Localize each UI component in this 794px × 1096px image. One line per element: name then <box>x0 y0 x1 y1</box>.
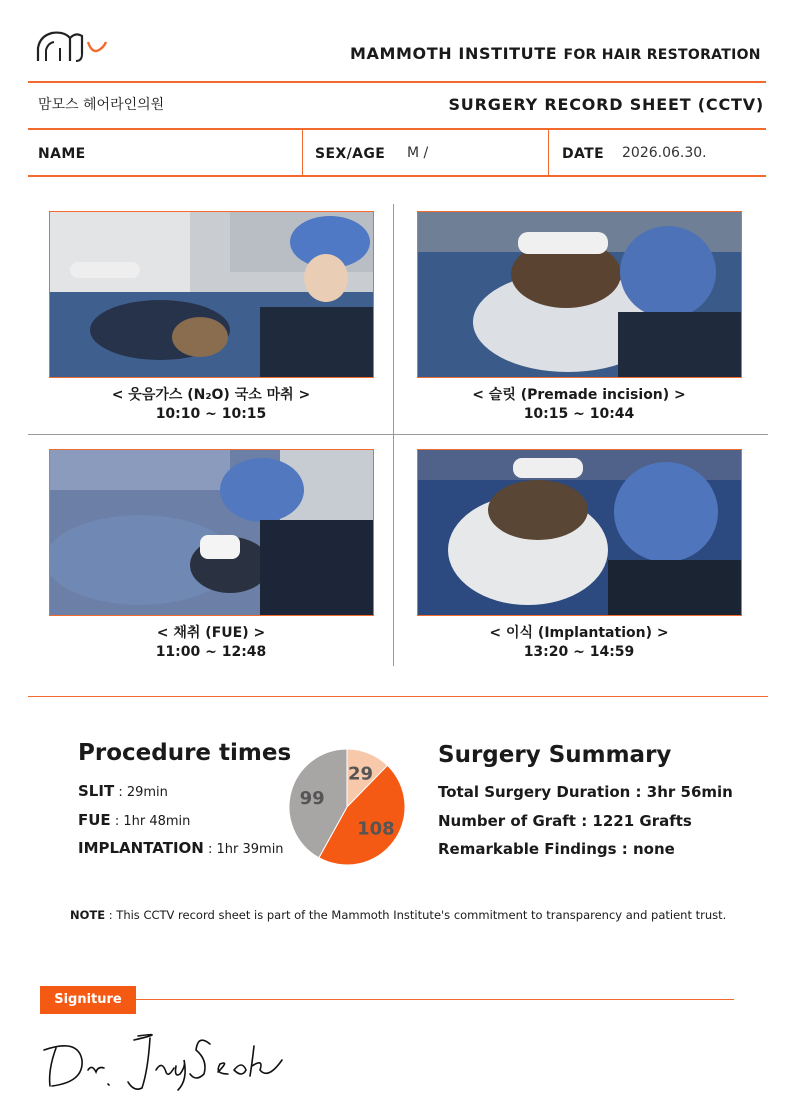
photo-title: < 웃음가스 (N₂O) 국소 마취 > <box>111 387 311 403</box>
note-text: : This CCTV record sheet is part of the Mammoth Institute's commitment to transparency and patient trust. <box>105 908 727 922</box>
photo-caption <box>49 386 373 424</box>
summary-findings: Remarkable Findings : none <box>438 840 675 858</box>
signature-line <box>136 999 734 1000</box>
procedure-item <box>78 811 190 829</box>
org-name-bold: MAMMOTH INSTITUTE <box>350 44 558 63</box>
sheet-title: SURGERY RECORD SHEET (CCTV) <box>448 95 764 114</box>
title-rule <box>28 128 766 130</box>
photo-caption <box>49 624 373 662</box>
cctv-photo-anesthesia <box>49 211 374 378</box>
fields-rule <box>28 175 766 177</box>
date-field[interactable]: 2026.06.30. <box>622 145 707 161</box>
summary-duration: Total Surgery Duration : 3hr 56min <box>438 783 733 801</box>
procedure-pie-chart <box>284 742 414 872</box>
handwritten-signature-image <box>38 1030 298 1092</box>
note <box>70 908 726 922</box>
grid-divider-horizontal <box>28 434 768 435</box>
procedure-value: : 1hr 39min <box>203 842 284 857</box>
photo-caption <box>417 386 741 424</box>
procedure-heading: Procedure times <box>78 740 292 766</box>
photo-title: < 이식 (Implantation) > <box>489 625 669 641</box>
procedure-value: : 29min <box>114 785 168 800</box>
sexage-field[interactable]: M / <box>407 145 429 161</box>
org-title <box>350 44 761 63</box>
photo-caption <box>417 624 741 662</box>
photo-title: < 슬릿 (Premade incision) > <box>472 387 686 403</box>
header-rule <box>28 81 766 83</box>
pie-data-label: 29 <box>348 763 374 785</box>
date-label: DATE <box>562 146 605 162</box>
field-divider <box>302 130 303 176</box>
photo-time: 11:00 ~ 12:48 <box>155 644 267 660</box>
procedure-value: : 1hr 48min <box>110 814 191 829</box>
mammoth-logo-icon <box>36 28 108 64</box>
clinic-name: 맘모스 헤어라인의원 <box>38 97 165 113</box>
procedure-label: IMPLANTATION <box>78 839 204 857</box>
org-name-rest: FOR HAIR RESTORATION <box>563 47 761 63</box>
summary-heading: Surgery Summary <box>438 742 672 768</box>
pie-data-label: 99 <box>299 788 325 810</box>
photo-time: 10:15 ~ 10:44 <box>523 406 635 422</box>
summary-grafts: Number of Graft : 1221 Grafts <box>438 812 692 830</box>
photo-time: 10:10 ~ 10:15 <box>155 406 267 422</box>
procedure-label: SLIT <box>78 782 115 800</box>
photo-time: 13:20 ~ 14:59 <box>523 644 635 660</box>
procedure-label: FUE <box>78 811 111 829</box>
procedure-item <box>78 782 168 800</box>
signature-tag: Signiture <box>40 986 136 1014</box>
cctv-photo-slit <box>417 211 742 378</box>
note-label: NOTE <box>70 908 106 922</box>
photo-title: < 채취 (FUE) > <box>156 625 266 641</box>
cctv-photo-fue <box>49 449 374 616</box>
pie-data-label: 108 <box>357 818 395 840</box>
procedure-item <box>78 839 284 857</box>
sexage-label: SEX/AGE <box>315 146 386 162</box>
cctv-photo-implantation <box>417 449 742 616</box>
grid-divider-vertical <box>393 204 394 666</box>
field-divider <box>548 130 549 176</box>
section-rule <box>28 696 768 697</box>
name-label: NAME <box>38 146 86 162</box>
